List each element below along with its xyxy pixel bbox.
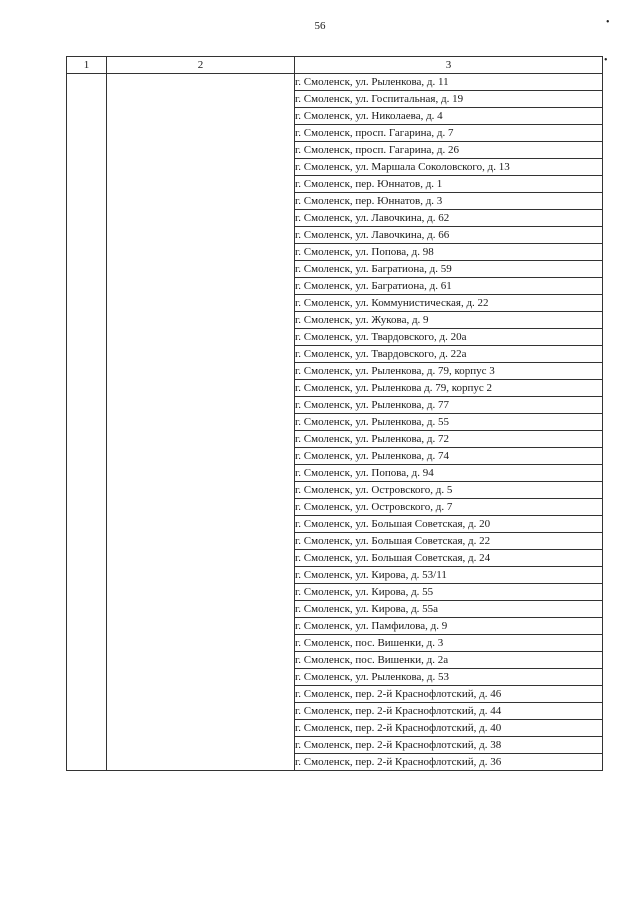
address-cell: г. Смоленск, ул. Рыленкова, д. 72 [295,431,603,448]
address-cell: г. Смоленск, ул. Большая Советская, д. 20 [295,516,603,533]
address-cell: г. Смоленск, ул. Попова, д. 94 [295,465,603,482]
address-cell: г. Смоленск, ул. Госпитальная, д. 19 [295,91,603,108]
table-row [67,74,603,91]
address-cell: г. Смоленск, ул. Кирова, д. 53/11 [295,567,603,584]
address-cell: г. Смоленск, ул. Большая Советская, д. 24 [295,550,603,567]
address-cell: г. Смоленск, пер. 2-й Краснофлотский, д. 36 [295,754,603,771]
scan-mark: • [604,55,608,66]
address-cell: г. Смоленск, пос. Вишенки, д. 3 [295,635,603,652]
address-cell: г. Смоленск, ул. Большая Советская, д. 22 [295,533,603,550]
address-cell: г. Смоленск, просп. Гагарина, д. 7 [295,125,603,142]
address-cell: г. Смоленск, ул. Островского, д. 5 [295,482,603,499]
address-cell: г. Смоленск, ул. Твардовского, д. 22а [295,346,603,363]
table-header-row [67,57,603,74]
merged-cell-col-1 [67,74,107,771]
address-cell: г. Смоленск, ул. Памфилова, д. 9 [295,618,603,635]
address-cell: г. Смоленск, просп. Гагарина, д. 26 [295,142,603,159]
address-cell: г. Смоленск, ул. Лавочкина, д. 62 [295,210,603,227]
header-col-1: 1 [67,57,107,74]
address-cell: г. Смоленск, ул. Островского, д. 7 [295,499,603,516]
address-cell: г. Смоленск, ул. Багратиона, д. 59 [295,261,603,278]
address-cell: г. Смоленск, ул. Коммунистическая, д. 22 [295,295,603,312]
address-cell: г. Смоленск, пер. 2-й Краснофлотский, д. 38 [295,737,603,754]
address-cell: г. Смоленск, пос. Вишенки, д. 2а [295,652,603,669]
address-table [66,56,603,771]
address-cell: г. Смоленск, ул. Багратиона, д. 61 [295,278,603,295]
address-cell: г. Смоленск, пер. 2-й Краснофлотский, д. 44 [295,703,603,720]
header-col-2: 2 [107,57,295,74]
address-cell: г. Смоленск, ул. Жукова, д. 9 [295,312,603,329]
page-number: 56 [314,20,326,32]
address-cell: г. Смоленск, ул. Рыленкова, д. 77 [295,397,603,414]
address-cell: г. Смоленск, ул. Маршала Соколовского, д. 13 [295,159,603,176]
address-cell: г. Смоленск, ул. Рыленкова, д. 55 [295,414,603,431]
address-cell: г. Смоленск, ул. Твардовского, д. 20а [295,329,603,346]
address-cell: г. Смоленск, ул. Кирова, д. 55а [295,601,603,618]
address-cell: г. Смоленск, ул. Кирова, д. 55 [295,584,603,601]
header-col-3: 3 [295,57,603,74]
address-cell: г. Смоленск, ул. Рыленкова, д. 79, корпус 3 [295,363,603,380]
address-cell: г. Смоленск, пер. 2-й Краснофлотский, д. 40 [295,720,603,737]
address-cell: г. Смоленск, ул. Лавочкина, д. 66 [295,227,603,244]
address-cell: г. Смоленск, пер. Юннатов, д. 3 [295,193,603,210]
address-cell: г. Смоленск, пер. 2-й Краснофлотский, д. 46 [295,686,603,703]
merged-cell-col-2 [107,74,295,771]
address-cell: г. Смоленск, ул. Попова, д. 98 [295,244,603,261]
address-cell: г. Смоленск, ул. Николаева, д. 4 [295,108,603,125]
address-cell: г. Смоленск, ул. Рыленкова, д. 74 [295,448,603,465]
address-cell: г. Смоленск, ул. Рыленкова, д. 11 [295,74,603,91]
address-cell: г. Смоленск, ул. Рыленкова д. 79, корпус 2 [295,380,603,397]
address-cell: г. Смоленск, пер. Юннатов, д. 1 [295,176,603,193]
address-cell: г. Смоленск, ул. Рыленкова, д. 53 [295,669,603,686]
scan-mark: • [606,17,610,28]
